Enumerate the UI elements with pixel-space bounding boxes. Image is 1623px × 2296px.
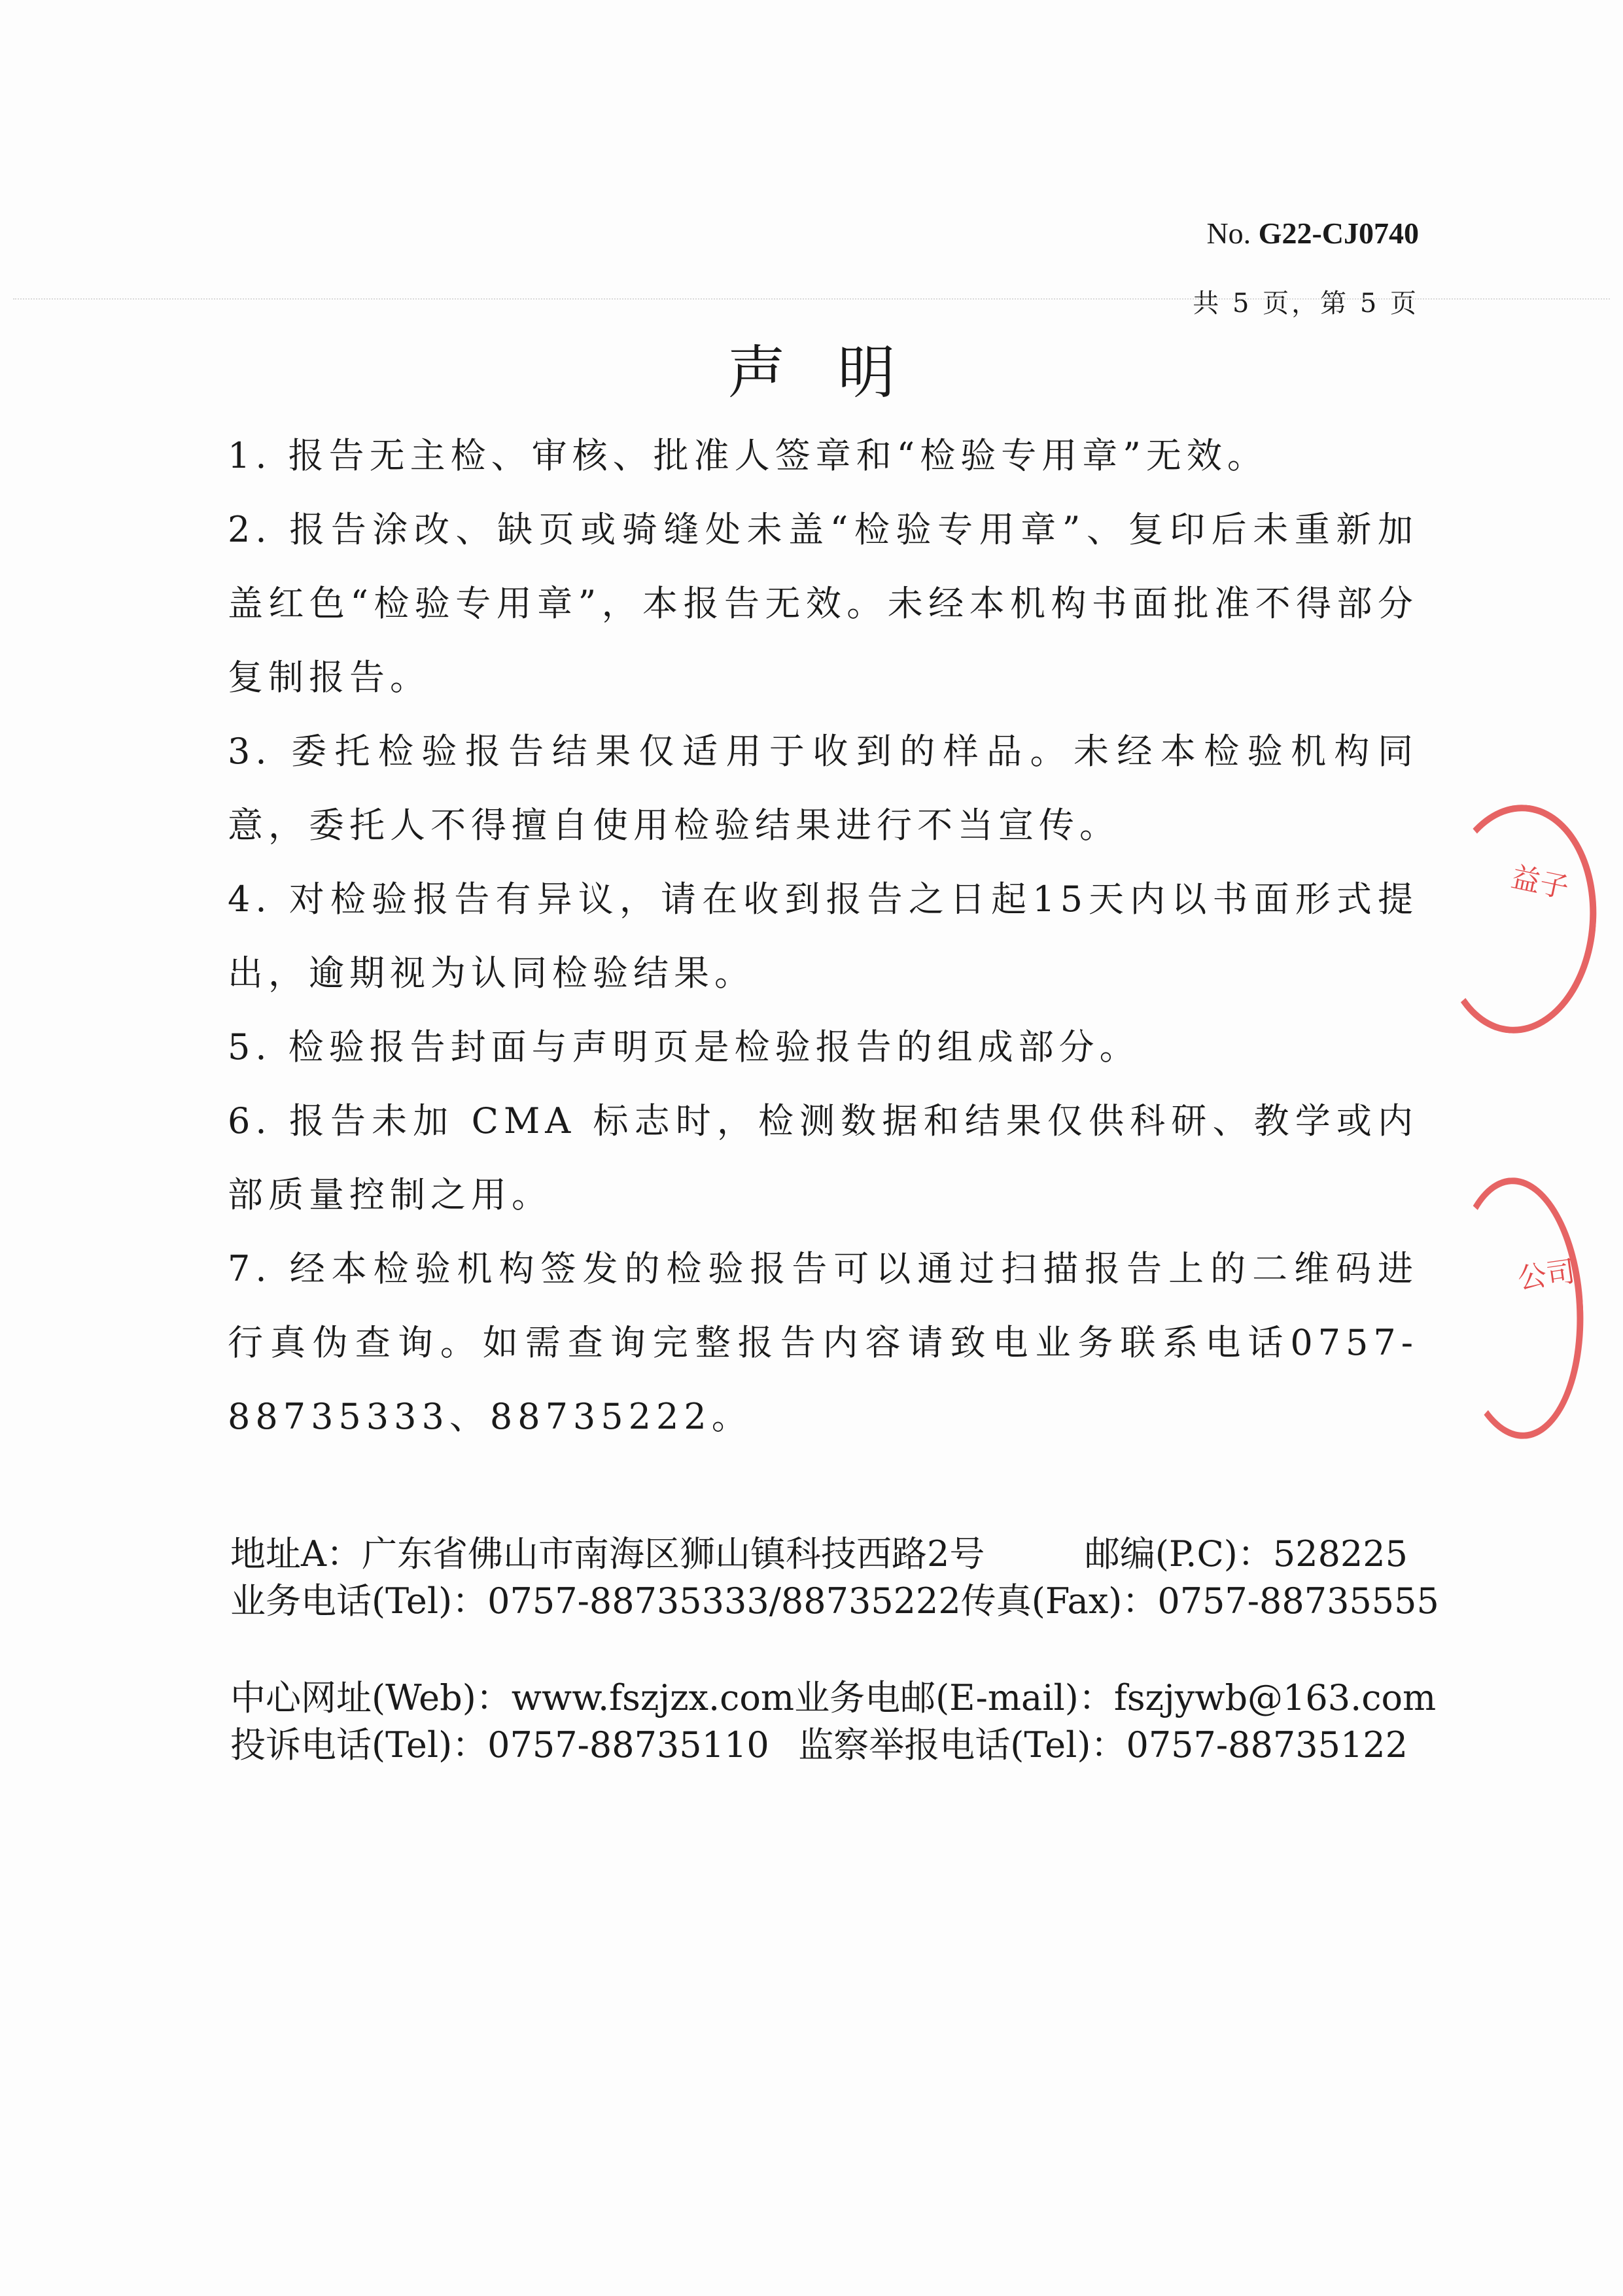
statement-item: 7. 经本检验机构签发的检验报告可以通过扫描报告上的二维码进行真伪查询。如需查询完整报告内容请致电业务联系电话0757-88735333、88735222。: [228, 1248, 1418, 1437]
email: 业务电邮(E-mail)：fszjywb@163.com: [794, 1677, 1437, 1718]
statement-item: 6. 报告未加 CMA 标志时，检测数据和结果仅供科研、教学或内部质量控制之用。: [228, 1100, 1418, 1215]
report-tel: 监察举报电话(Tel)：0757-88735122: [798, 1724, 1408, 1765]
statement-list: [228, 419, 1418, 1453]
fax: 传真(Fax)：0757-88735555: [960, 1580, 1439, 1622]
statement-item: 5. 检验报告封面与声明页是检验报告的组成部分。: [228, 1026, 1140, 1068]
statement-item: 4. 对检验报告有异议，请在收到报告之日起15天内以书面形式提出，逾期视为认同检验结果。: [228, 878, 1418, 994]
page-count: 共 5 页，第 5 页: [1193, 288, 1419, 319]
report-number-prefix: No.: [1206, 217, 1251, 250]
seal-stamp-text: 公司: [1515, 1255, 1578, 1296]
seal-stamp-icon: [1446, 1174, 1590, 1442]
seal-stamp-icon: [1431, 799, 1604, 1039]
postcode: 邮编(P.C)：528225: [1084, 1533, 1408, 1574]
statement-item: 1. 报告无主检、审核、批准人签章和“检验专用章”无效。: [228, 435, 1268, 476]
statement-item: 3. 委托检验报告结果仅适用于收到的样品。未经本检验机构同意，委托人不得擅自使用检验结果进行不当宣传。: [228, 731, 1418, 846]
contact-block-2: [230, 1675, 1437, 1769]
statement-item: 2. 报告涂改、缺页或骑缝处未盖“检验专用章”、复印后未重新加盖红色“检验专用章”，本报告无效。未经本机构书面批准不得部分复制报告。: [228, 509, 1418, 698]
report-number: [1206, 216, 1419, 251]
seal-stamp-text: 益子: [1508, 860, 1572, 905]
business-tel: 业务电话(Tel)：0757-88735333/88735222: [230, 1580, 961, 1622]
contact-block-1: [230, 1531, 1439, 1625]
website: 中心网址(Web)：www.fszjzx.com: [230, 1677, 795, 1718]
header-divider: [13, 298, 1610, 300]
page-title: 声明: [727, 339, 948, 406]
address: 地址A：广东省佛山市南海区狮山镇科技西路2号: [230, 1533, 985, 1574]
complaint-tel: 投诉电话(Tel)：0757-88735110: [230, 1724, 769, 1765]
report-number-value: G22-CJ0740: [1258, 217, 1419, 250]
